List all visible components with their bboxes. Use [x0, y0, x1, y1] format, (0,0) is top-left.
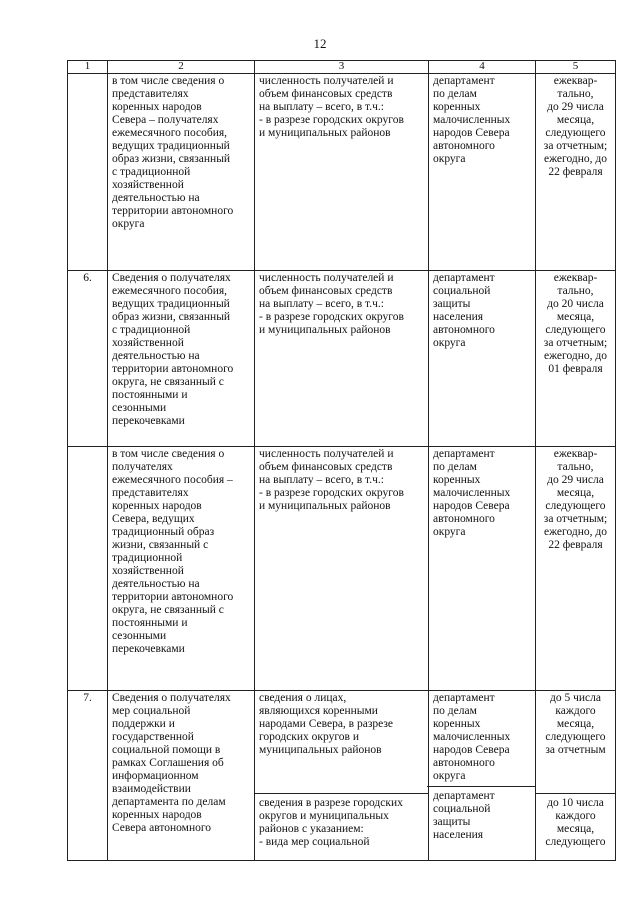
submission-term-text: ежеквар- тально, до 20 числа месяца, следующего за отчетным; ежегодно, до 01 февраля [543, 272, 608, 375]
submission-term [536, 691, 616, 861]
indicator-content-text: численность получателей и объем финансовых средств на выплату – всего, в т.ч.: - в разрезе городских округов и муниципальных районов [259, 448, 404, 512]
responsible-org-text: департамент социальной защиты населения автономного округа [433, 272, 495, 349]
responsible-org [429, 271, 536, 447]
column-header: 2 [108, 61, 255, 74]
indicator-name [108, 74, 255, 271]
indicator-name [108, 271, 255, 447]
report-table [67, 60, 616, 861]
submission-term-text: ежеквар- тально, до 29 числа месяца, следующего за отчетным; ежегодно, до 22 февраля [543, 75, 608, 178]
submission-term [536, 271, 616, 447]
column-header: 3 [255, 61, 429, 74]
column-header: 4 [429, 61, 536, 74]
table-row [68, 271, 616, 447]
indicator-content [255, 691, 429, 861]
submission-term [536, 74, 616, 271]
responsible-org [429, 691, 536, 861]
row-number [68, 74, 108, 271]
indicator-content [255, 447, 429, 691]
indicator-name [108, 447, 255, 691]
submission-term-text: до 5 числа каждого месяца, следующего за отчетным [545, 692, 606, 756]
indicator-name-text: Сведения о получателях мер социальной поддержки и государственной социальной помощи в рамках Соглашения об информационном взаимодействии департамента по делам коренных народов Севера автономного [112, 692, 231, 834]
table-row [68, 447, 616, 691]
row-number [68, 447, 108, 691]
table-row [68, 74, 616, 271]
indicator-name-text: Сведения о получателях ежемесячного пособия, ведущих традиционный образ жизни, связанный с традиционной хозяйственной деятельностью на территории автономного округа, не связанный с постоянными и сезонными перекочевками [112, 272, 234, 427]
table-header-row [68, 61, 616, 74]
responsible-org [429, 74, 536, 271]
responsible-org-text: департамент по делам коренных малочисленных народов Севера автономного округа [433, 692, 511, 782]
indicator-content-text: сведения о лицах, являющихся коренными народами Севера, в разрезе городских округов и муниципальных районов [259, 692, 394, 756]
indicator-name [108, 691, 255, 861]
table-row [68, 691, 616, 861]
subrow-divider [255, 793, 428, 849]
responsible-org [429, 447, 536, 691]
submission-term [536, 447, 616, 691]
column-header: 1 [68, 61, 108, 74]
submission-term-text: ежеквар- тально, до 29 числа месяца, следующего за отчетным; ежегодно, до 22 февраля [543, 448, 608, 551]
submission-term-text: до 10 числа каждого месяца, следующего [545, 797, 606, 848]
column-header: 5 [536, 61, 616, 74]
indicator-content-text: сведения в разрезе городских округов и муниципальных районов с указанием: - вида мер социальной [259, 797, 403, 848]
subrow-divider [427, 786, 535, 842]
indicator-content-text: численность получателей и объем финансовых средств на выплату – всего, в т.ч.: - в разрезе городских округов и муниципальных районов [259, 75, 404, 139]
indicator-content [255, 271, 429, 447]
responsible-org-text: департамент социальной защиты населения [433, 790, 495, 841]
row-number: 6. [68, 271, 108, 447]
responsible-org-text: департамент по делам коренных малочисленных народов Севера автономного округа [433, 448, 511, 538]
row-number: 7. [68, 691, 108, 861]
indicator-name-text: в том числе сведения о получателях ежемесячного пособия – представителях коренных народов Севера, ведущих традиционный образ жизни, связанный с традиционной хозяйственной деятельностью на территории автономного округа, не связанный с постоянными и сезонными перекочевками [112, 448, 234, 655]
indicator-content-text: численность получателей и объем финансовых средств на выплату – всего, в т.ч.: - в разрезе городских округов и муниципальных районов [259, 272, 404, 336]
indicator-name-text: в том числе сведения о представителях коренных народов Севера – получателях ежемесячного пособия, ведущих традиционный образ жизни, связанный с традиционной хозяйственной деятельностью на территории автономного округа [112, 75, 234, 230]
page-number: 12 [313, 36, 327, 51]
indicator-content [255, 74, 429, 271]
subrow-divider [536, 793, 615, 849]
responsible-org-text: департамент по делам коренных малочисленных народов Севера автономного округа [433, 75, 511, 165]
